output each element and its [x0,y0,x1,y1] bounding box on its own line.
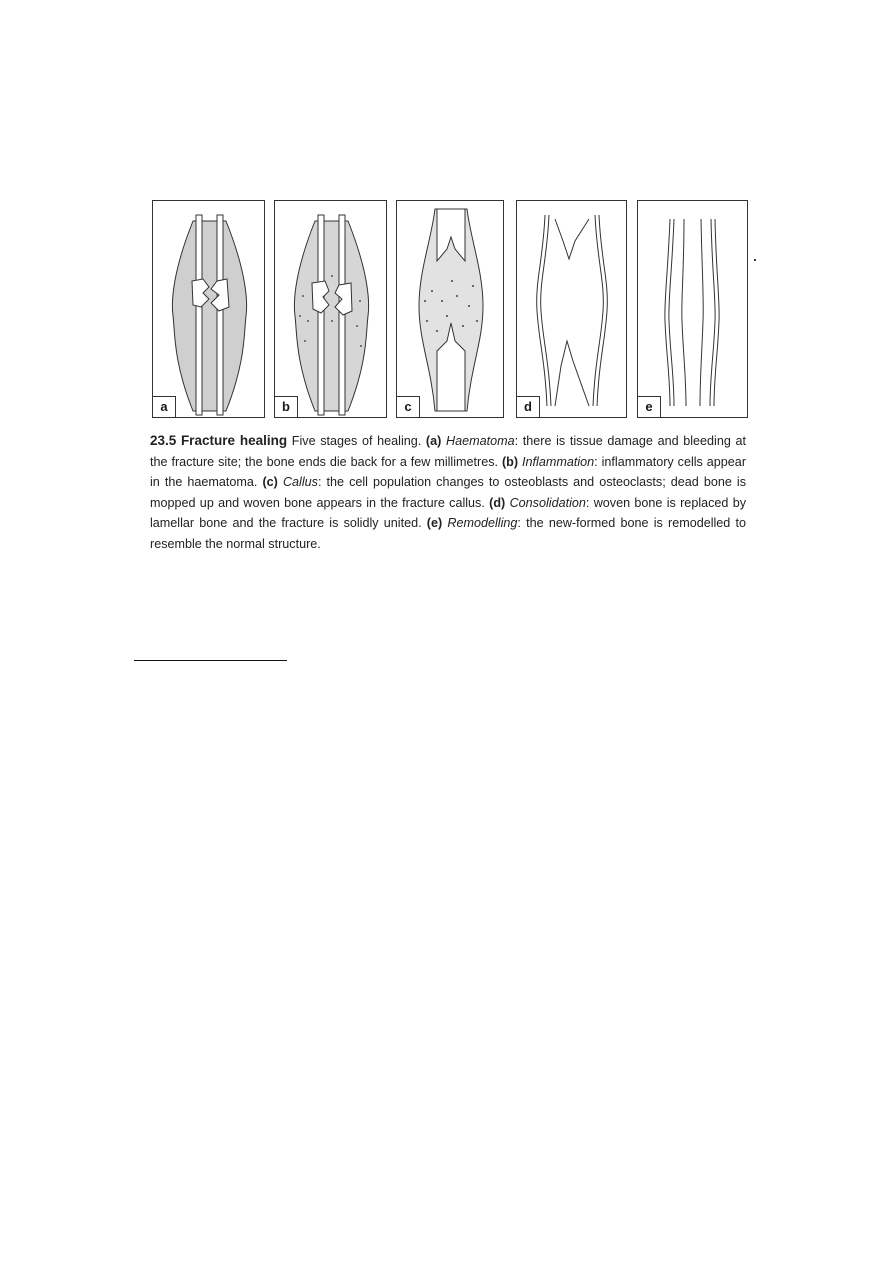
stage-b-key: (b) [501,454,519,469]
panel-label-e: e [638,396,661,417]
stage-a-key: (a) [425,434,442,448]
panel-d-drawing [517,201,628,419]
panel-b-drawing [275,201,388,419]
footnote-separator [134,660,287,661]
figure-caption [150,431,746,555]
stage-a-name: Haematoma [445,434,515,448]
caption-intro: Five stages of healing. [291,434,422,448]
panel-label-d: d [517,396,540,417]
panel-a [152,200,265,418]
panel-label-a: a [153,396,176,417]
panel-e-drawing [638,201,749,419]
caption-number: 23.5 [150,433,177,448]
stage-d-text: : woven bone is replaced by lamellar bone and the fracture is solidly united. [150,495,747,531]
stage-b-name: Inflammation [522,454,595,469]
stage-d-key: (d) [489,495,506,510]
panel-d [516,200,627,418]
stage-e-key: (e) [426,516,443,531]
figure-panels [152,200,750,420]
stage-c-key: (c) [262,475,278,490]
stage-c-text: : the cell population changes to osteoblasts and osteoclasts; dead bone is mopped up and woven bone appears in the fracture callus. [150,475,747,510]
stage-a-text: : there is tissue damage and bleeding at the fracture site; the bone ends die back for a few millimetres. [150,434,747,469]
panel-e [637,200,748,418]
panel-c-drawing [397,201,505,419]
stray-dot [754,259,756,261]
stage-d-name: Consolidation [509,495,586,510]
panel-a-drawing [153,201,266,419]
stage-e-name: Remodelling [447,516,518,531]
panel-label-b: b [275,396,298,417]
panel-label-c: c [397,396,420,417]
stage-e-text: : the new-formed bone is remodelled to resemble the normal structure. [150,516,747,551]
panel-c [396,200,504,418]
panel-b [274,200,387,418]
caption-title: Fracture healing [180,433,288,448]
stage-c-name: Callus [282,475,318,490]
stage-b-text: : inflammatory cells appear in the haematoma. [150,454,747,490]
